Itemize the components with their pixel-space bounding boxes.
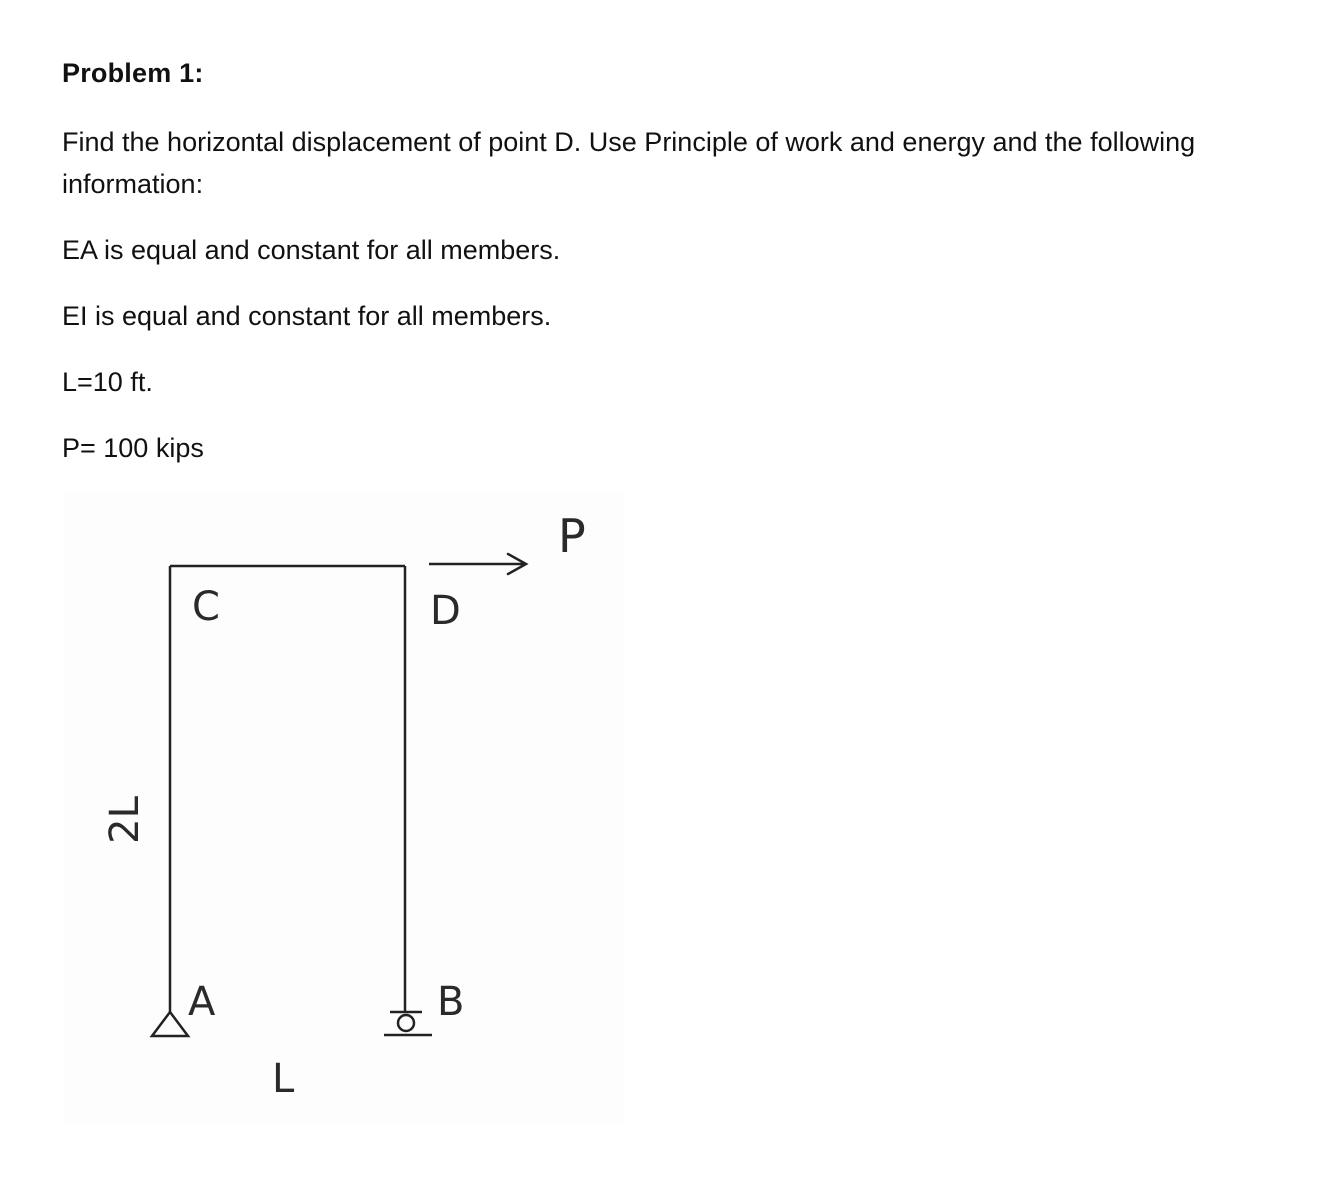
node-label-d: D [430, 588, 461, 634]
height-label: 2L [102, 796, 148, 844]
node-label-b: B [437, 979, 465, 1025]
condition-load: P= 100 kips [62, 433, 204, 463]
condition-length: L=10 ft. [62, 367, 153, 397]
roller-support-b [398, 1015, 414, 1031]
problem-title: Problem 1: [62, 58, 204, 88]
node-label-c: C [192, 584, 220, 630]
frame-diagram-svg [64, 490, 624, 1124]
condition-ei: EI is equal and constant for all members. [62, 301, 552, 331]
condition-ea: EA is equal and constant for all members. [62, 235, 561, 265]
pin-support-a [152, 1012, 188, 1036]
node-label-a: A [188, 979, 216, 1025]
frame-diagram [64, 490, 624, 1124]
problem-intro: Find the horizontal displacement of point D. Use Principle of work and energy and the following information: [62, 127, 1196, 199]
span-label: L [272, 1056, 295, 1102]
load-label: P [558, 509, 586, 563]
